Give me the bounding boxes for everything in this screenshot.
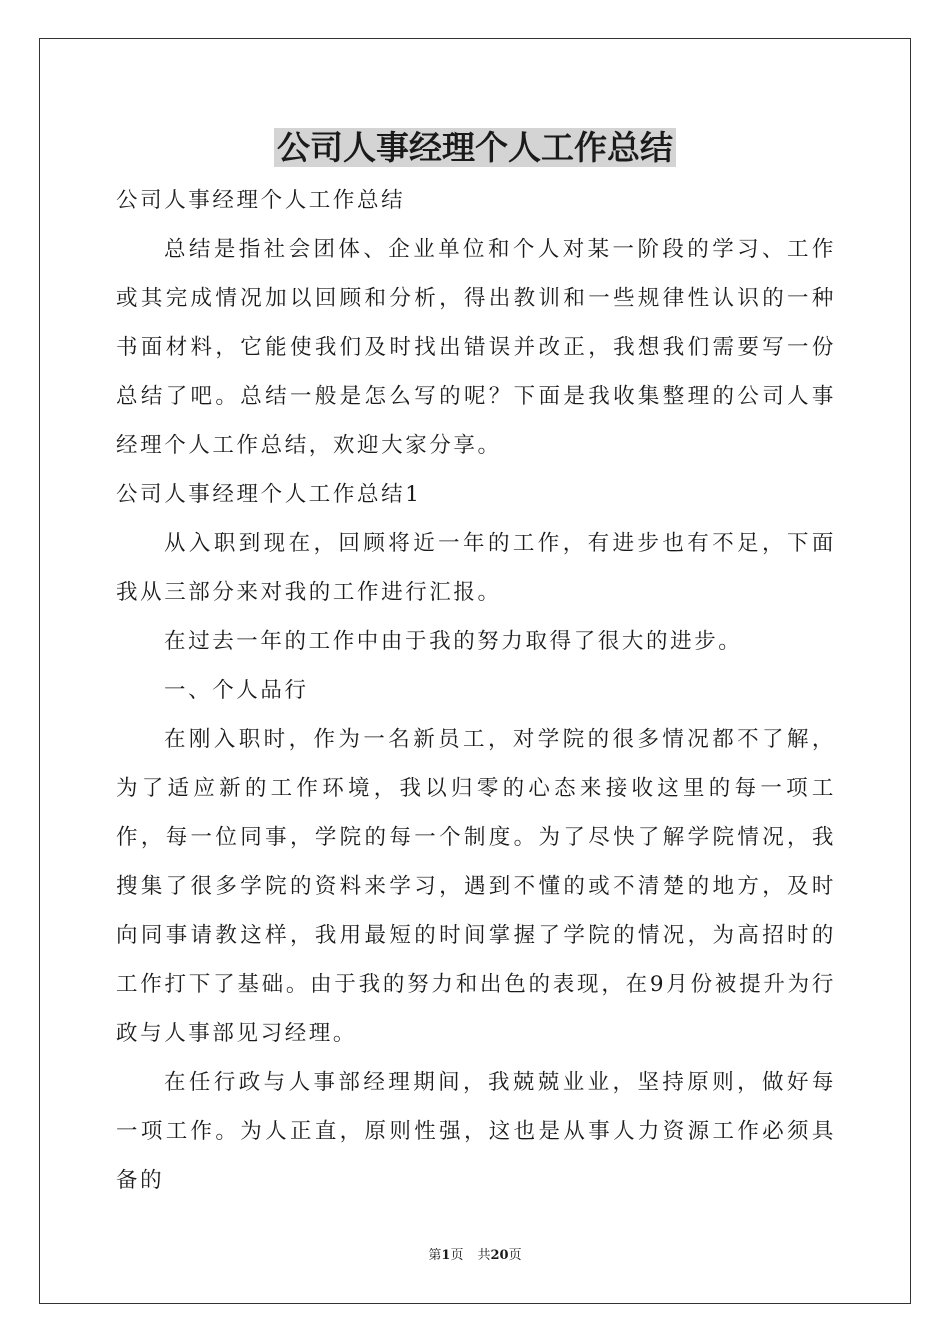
page-footer — [0, 1246, 950, 1266]
page-total: 20 — [490, 1248, 509, 1263]
paragraph: 在过去一年的工作中由于我的努力取得了很大的进步。 — [164, 629, 743, 654]
total-unit: 页 — [508, 1248, 522, 1263]
paragraph-intro: 总结是指社会团体、企业单位和个人对某一阶段的学习、工作或其完成情况加以回顾和分析，得出教训和一些规律性认识的一种书面材料，它能使我们及时找出错误并改正，我想我们需要写一份总结了吧。总结一般是怎么写的呢？下面是我收集整理的公司人事经理个人工作总结，欢迎大家分享。 — [116, 237, 836, 458]
paragraph: 从入职到现在，回顾将近一年的工作，有进步也有不足，下面我从三部分来对我的工作进行汇报。 — [116, 531, 836, 605]
subsection-heading: 一、个人品行 — [164, 678, 309, 703]
page-prefix: 第 — [428, 1248, 442, 1263]
total-prefix: 共 — [477, 1248, 491, 1263]
paragraph: 在刚入职时，作为一名新员工，对学院的很多情况都不了解，为了适应新的工作环境，我以归零的心态来接收这里的每一项工作，每一位同事，学院的每一个制度。为了尽快了解学院情况，我搜集了很多学院的资料来学习，遇到不懂的或不清楚的地方，及时向同事请教这样，我用最短的时间掌握了学院的情况，为高招时的工作打下了基础。由于我的努力和出色的表现，在9月份被提升为行政与人事部见习经理。 — [116, 727, 836, 1046]
paragraph-subtitle: 公司人事经理个人工作总结 — [116, 188, 406, 213]
document-title — [0, 126, 950, 170]
paragraph: 在任行政与人事部经理期间，我兢兢业业，坚持原则，做好每一项工作。为人正直，原则性强，这也是从事人力资源工作必须具备的 — [116, 1070, 836, 1193]
page-current: 1 — [441, 1248, 451, 1263]
document-body — [116, 176, 836, 1205]
section-heading: 公司人事经理个人工作总结1 — [116, 482, 422, 507]
page-unit: 页 — [450, 1248, 464, 1263]
document-title-text: 公司人事经理个人工作总结 — [274, 128, 676, 167]
